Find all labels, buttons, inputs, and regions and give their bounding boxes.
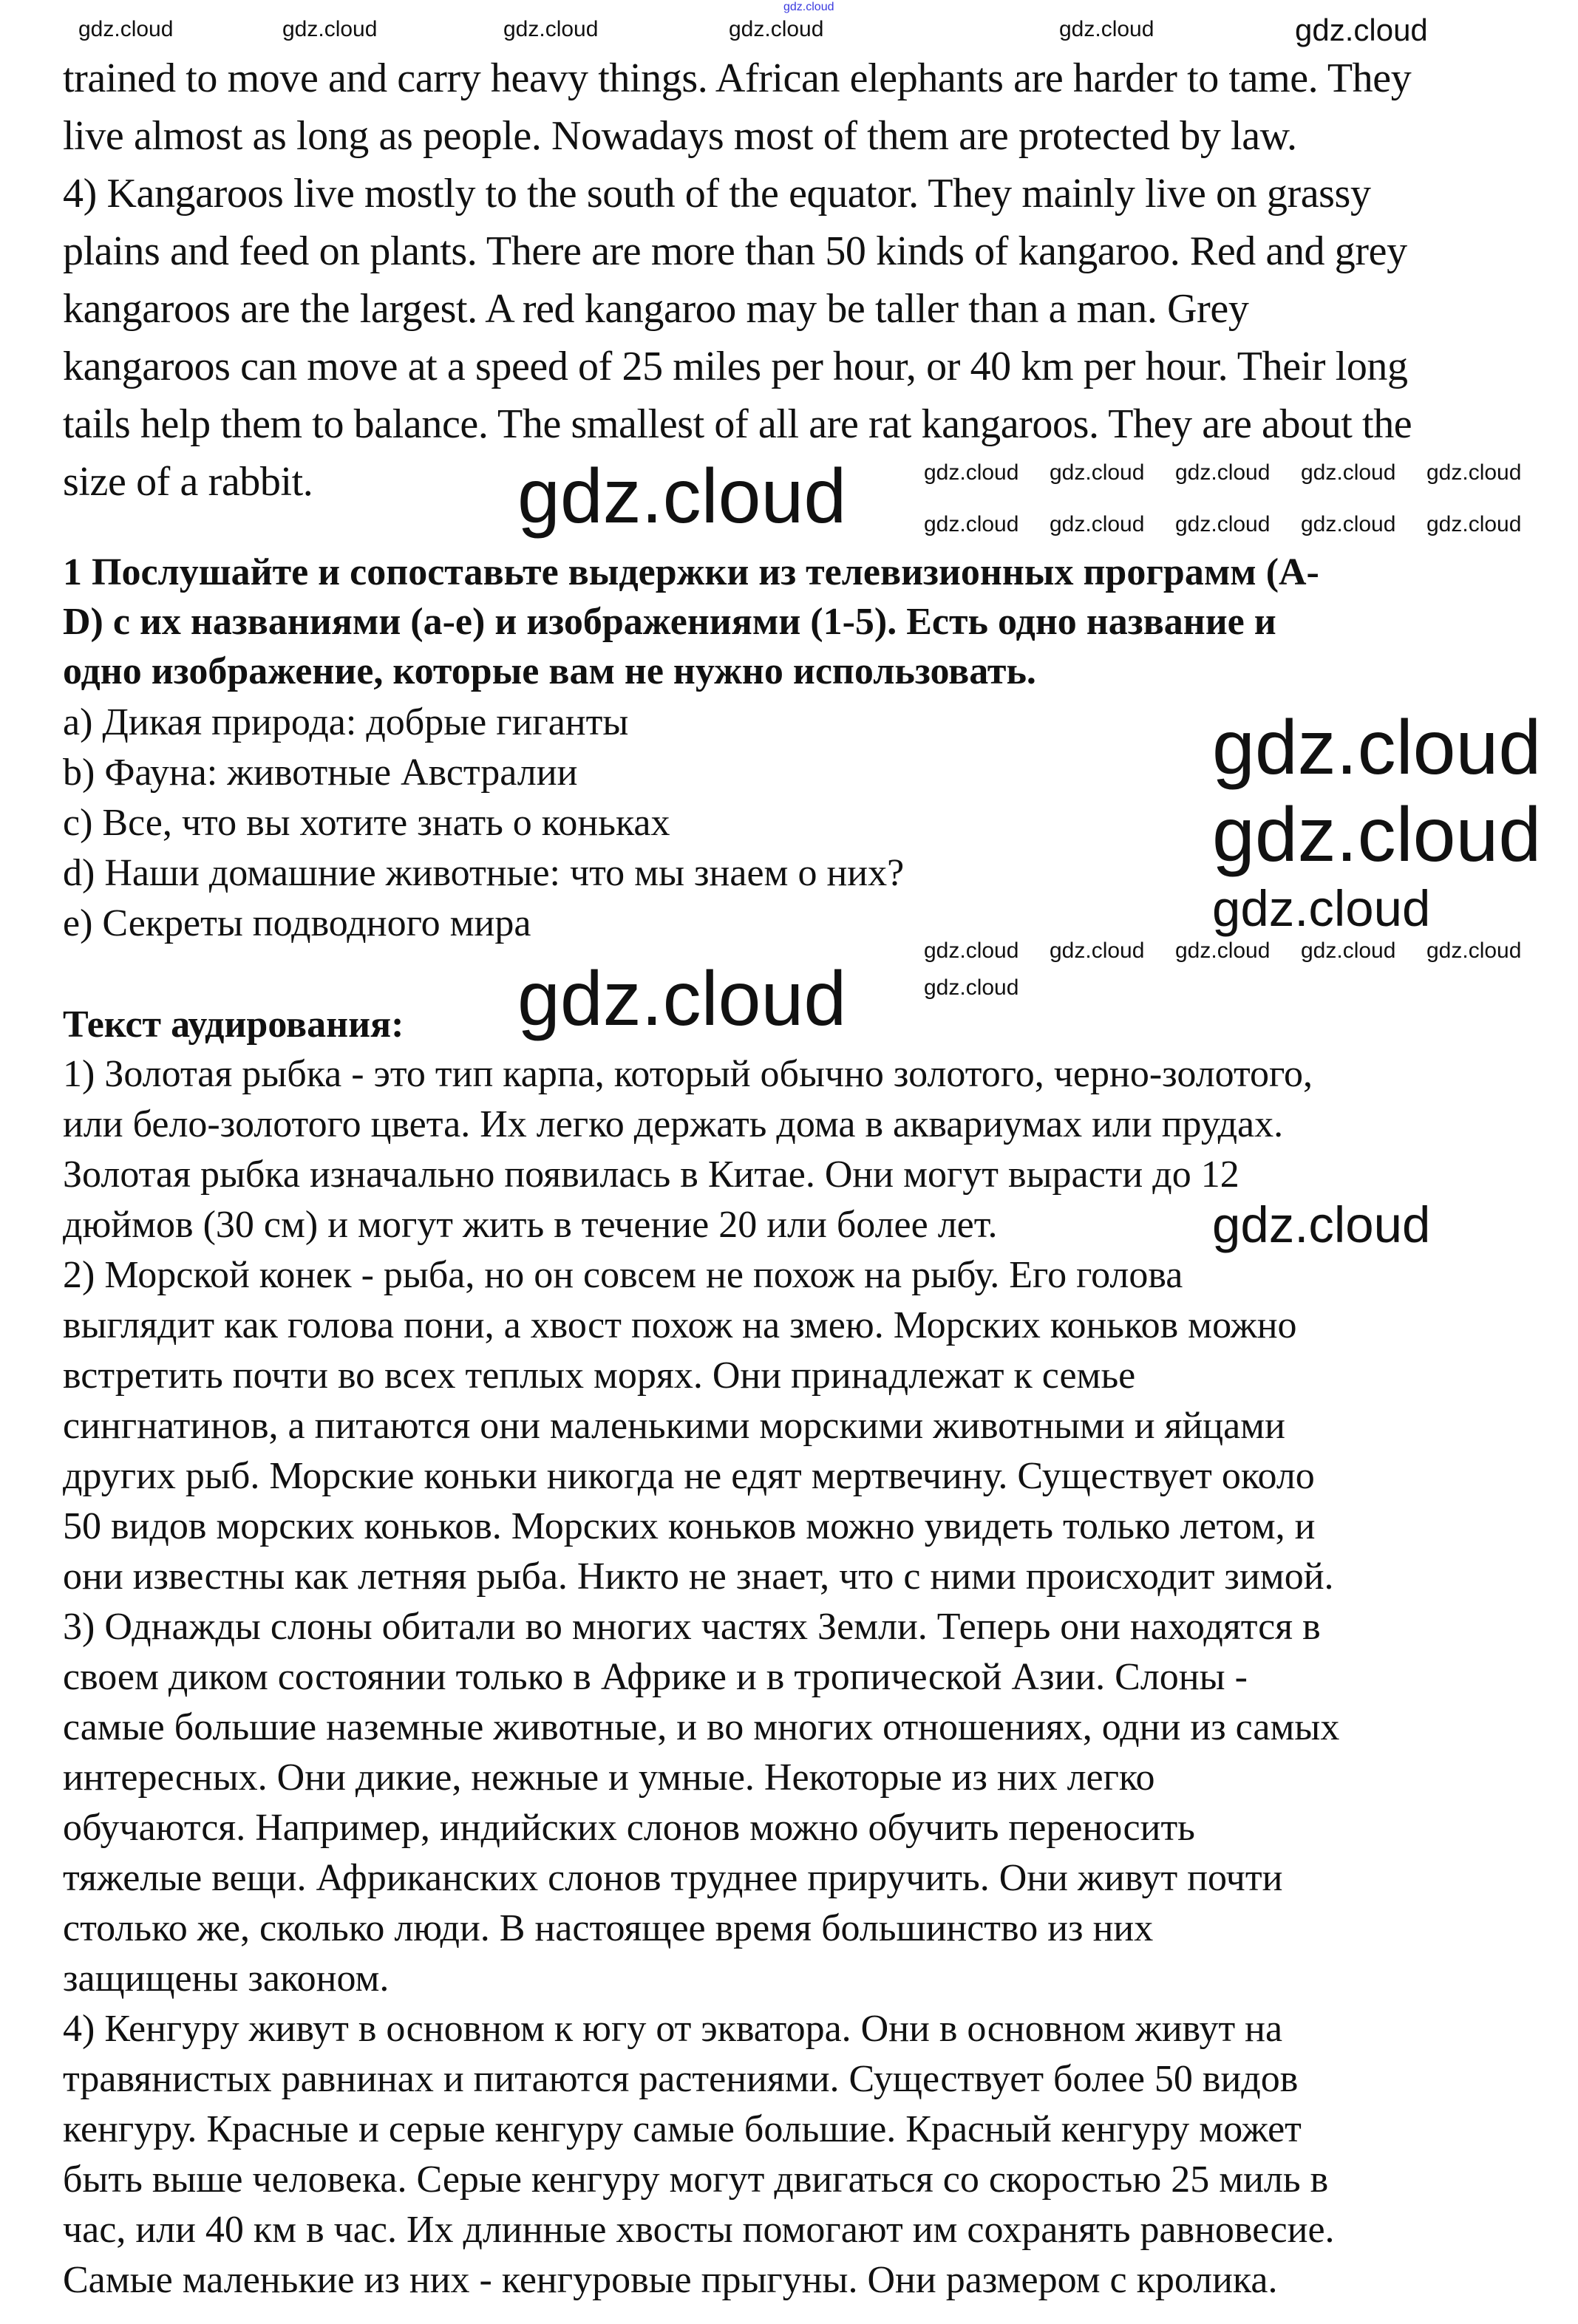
- text-line: live almost as long as people. Nowadays most of them are protected by law.: [63, 113, 1297, 159]
- watermark: gdz.cloud: [1426, 512, 1522, 536]
- text-line: кенгуру. Красные и серые кенгуру самые большие. Красный кенгуру может: [63, 2108, 1302, 2150]
- watermark: gdz.cloud: [1050, 460, 1145, 485]
- watermark: gdz.cloud: [1050, 512, 1145, 536]
- text-line: trained to move and carry heavy things. African elephants are harder to tame. They: [63, 55, 1412, 101]
- watermark: gdz.cloud: [924, 938, 1019, 963]
- english-text: [63, 50, 1412, 511]
- option-item: d) Наши домашние животные: что мы знаем о них?: [63, 852, 905, 894]
- text-line: других рыб. Морские коньки никогда не едят мертвечину. Существует около: [63, 1455, 1315, 1497]
- text-line: столько же, сколько люди. В настоящее время большинство из них: [63, 1907, 1154, 1949]
- watermark: gdz.cloud: [1301, 460, 1396, 485]
- heading-line: одно изображение, которые вам не нужно использовать.: [63, 650, 1036, 692]
- text-line: сингнатинов, а питаются они маленькими морскими животными и яйцами: [63, 1405, 1285, 1447]
- watermark: gdz.cloud: [924, 512, 1019, 536]
- watermark: gdz.cloud: [517, 956, 847, 1042]
- task-options: [63, 698, 904, 949]
- text-line: или бело-золотого цвета. Их легко держать дома в аквариумах или прудах.: [63, 1103, 1284, 1145]
- text-line: tails help them to balance. The smallest of all are rat kangaroos. They are about the: [63, 401, 1412, 447]
- option-item: a) Дикая природа: добрые гиганты: [63, 701, 629, 743]
- watermark: gdz.cloud: [1059, 17, 1154, 41]
- option-item: e) Секреты подводного мира: [63, 902, 531, 944]
- text-line: size of a rabbit.: [63, 459, 313, 505]
- text-line: Самые маленькие из них - кенгуровые прыгуны. Они размером с кролика.: [63, 2259, 1278, 2301]
- watermark: gdz.cloud: [1050, 938, 1145, 963]
- text-line: kangaroos can move at a speed of 25 miles per hour, or 40 km per hour. Their long: [63, 344, 1408, 389]
- text-line: обучаются. Например, индийских слонов можно обучить переносить: [63, 1807, 1195, 1849]
- watermark: gdz.cloud: [1212, 880, 1431, 937]
- watermark: gdz.cloud: [517, 454, 847, 539]
- text-line: защищены законом.: [63, 1957, 390, 2000]
- heading-line: 1 Послушайте и сопоставьте выдержки из телевизионных программ (A-: [63, 551, 1319, 593]
- watermark: gdz.cloud: [78, 17, 174, 41]
- watermark: gdz.cloud: [282, 17, 378, 41]
- watermark: gdz.cloud: [1301, 938, 1396, 963]
- watermark: gdz.cloud: [503, 17, 599, 41]
- watermark: gdz.cloud: [783, 1, 834, 13]
- watermark: gdz.cloud: [924, 460, 1019, 485]
- text-line: дюймов (30 см) и могут жить в течение 20 или более лет.: [63, 1204, 998, 1246]
- text-line: самые большие наземные животные, и во многих отношениях, одни из самых: [63, 1706, 1340, 1748]
- watermark: gdz.cloud: [729, 17, 824, 41]
- watermark: gdz.cloud: [1175, 512, 1271, 536]
- text-line: тяжелые вещи. Африканских слонов труднее приручить. Они живут почти: [63, 1857, 1283, 1899]
- text-line: быть выше человека. Серые кенгуру могут двигаться со скоростью 25 миль в: [63, 2158, 1329, 2201]
- watermark: gdz.cloud: [1212, 1196, 1431, 1253]
- option-item: c) Все, что вы хотите знать о коньках: [63, 802, 670, 844]
- text-line: 50 видов морских коньков. Морских коньков можно увидеть только летом, и: [63, 1505, 1316, 1547]
- heading-line: D) с их названиями (a-e) и изображениями (1-5). Есть одно название и: [63, 601, 1276, 643]
- text-line: своем диком состоянии только в Африке и в тропической Азии. Слоны -: [63, 1656, 1248, 1698]
- watermark: gdz.cloud: [1175, 938, 1271, 963]
- task-heading: [63, 548, 1319, 696]
- text-line: Золотая рыбка изначально появилась в Китае. Они могут вырасти до 12: [63, 1154, 1239, 1196]
- text-line: kangaroos are the largest. A red kangaroo may be taller than a man. Grey: [63, 286, 1249, 332]
- text-line: встретить почти во всех теплых морях. Они принадлежат к семье: [63, 1354, 1136, 1397]
- listening-text: [63, 1049, 1339, 2306]
- watermark: gdz.cloud: [1301, 512, 1396, 536]
- text-line: 2) Морской конек - рыба, но он совсем не похож на рыбу. Его голова: [63, 1254, 1183, 1296]
- text-line: выглядит как голова пони, а хвост похож на змею. Морских коньков можно: [63, 1304, 1297, 1346]
- listening-label: Текст аудирования:: [63, 1003, 404, 1046]
- option-item: b) Фауна: животные Австралии: [63, 752, 578, 794]
- watermark: gdz.cloud: [1426, 460, 1522, 485]
- text-line: интересных. Они дикие, нежные и умные. Некоторые из них легко: [63, 1756, 1155, 1799]
- watermark: gdz.cloud: [1426, 938, 1522, 963]
- text-line: они известны как летняя рыба. Никто не знает, что с ними происходит зимой.: [63, 1555, 1334, 1598]
- text-line: час, или 40 км в час. Их длинные хвосты помогают им сохранять равновесие.: [63, 2209, 1335, 2251]
- watermark: gdz.cloud: [1295, 13, 1428, 47]
- text-line: 4) Kangaroos live mostly to the south of the equator. They mainly live on grassy: [63, 171, 1371, 217]
- watermark: gdz.cloud: [1212, 792, 1542, 878]
- text-line: 1) Золотая рыбка - это тип карпа, который обычно золотого, черно-золотого,: [63, 1053, 1313, 1095]
- text-line: 4) Кенгуру живут в основном к югу от экватора. Они в основном живут на: [63, 2008, 1283, 2050]
- watermark: gdz.cloud: [924, 975, 1019, 1000]
- text-line: 3) Однажды слоны обитали во многих частях Земли. Теперь они находятся в: [63, 1606, 1321, 1648]
- watermark: gdz.cloud: [1212, 705, 1542, 791]
- text-line: травянистых равнинах и питаются растениями. Существует более 50 видов: [63, 2058, 1299, 2100]
- text-line: plains and feed on plants. There are more than 50 kinds of kangaroo. Red and grey: [63, 228, 1407, 274]
- watermark: gdz.cloud: [1175, 460, 1271, 485]
